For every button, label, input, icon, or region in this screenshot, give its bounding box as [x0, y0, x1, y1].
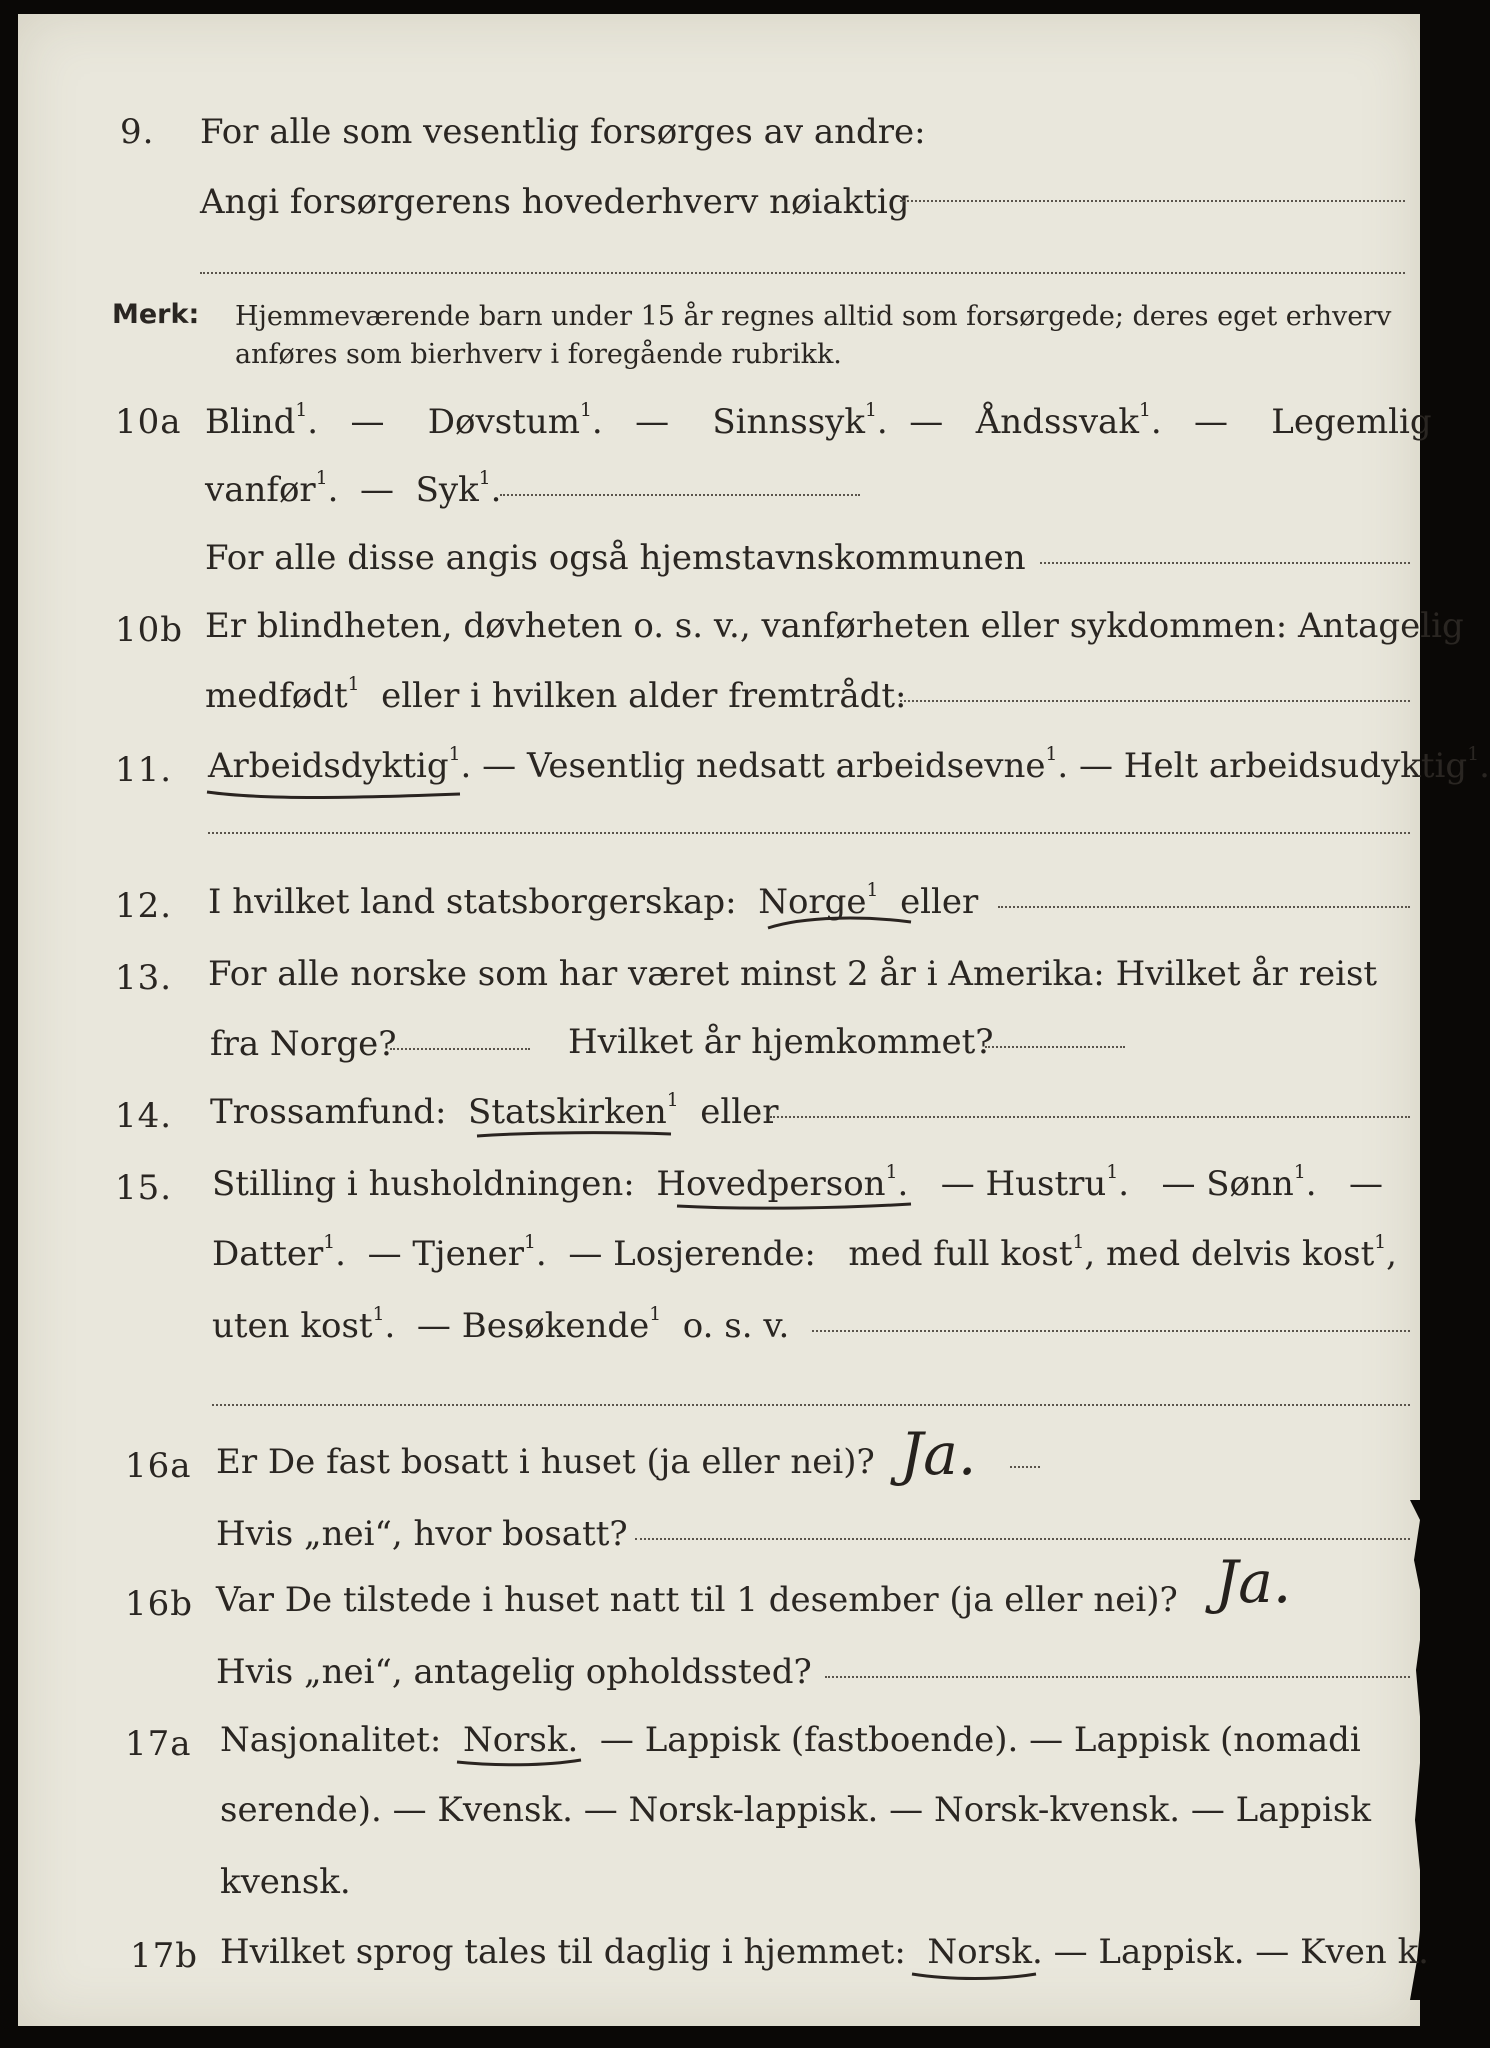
question-16a-line1: Er De fast bosatt i huset (ja eller nei)? — [216, 1442, 875, 1482]
torn-edge — [1410, 1500, 1430, 2000]
question-11-line1: Arbeidsdyktig$^1$. — Vesentlig nedsatt arbeidsevne$^1$. — Helt arbeidsudyktig$^1$. — [208, 744, 1490, 786]
question-13-return: Hvilket år hjemkommet? — [568, 1022, 994, 1062]
option-andssvak: Åndssvak — [975, 402, 1139, 442]
footnote-mark: 1 — [1106, 1162, 1119, 1184]
footnote-mark: 1 — [666, 1090, 679, 1112]
question-number: 10a — [115, 402, 182, 442]
question-number: 10b — [115, 610, 184, 650]
footnote-mark: 1 — [448, 744, 461, 766]
footnote-mark: 1 — [295, 400, 308, 422]
question-10b-line2 — [205, 676, 907, 716]
option-norge: Norge — [758, 882, 867, 922]
option-norsk: Norsk. — [927, 1932, 1043, 1972]
question-14-prefix: Trossamfund: — [210, 1092, 447, 1132]
question-number: 13. — [115, 958, 173, 998]
question-10a-line2: vanfør$^1$. — Syk$^1$. — [205, 468, 502, 510]
footnote-mark: 1 — [579, 400, 592, 422]
answer-line — [208, 832, 1410, 834]
option-uten-kost: uten kost — [212, 1306, 373, 1346]
footnote-mark: 1 — [315, 468, 328, 490]
question-14-suffix: eller — [700, 1092, 779, 1132]
answer-line — [390, 1048, 530, 1050]
option-medfodt: medfødt — [205, 676, 348, 716]
answer-line — [825, 1676, 1410, 1678]
question-number: 17b — [130, 1936, 199, 1976]
footnote-mark: 1 — [1374, 1232, 1387, 1254]
question-12-prefix: I hvilket land statsborgerskap: — [208, 882, 737, 922]
handwritten-answer: Ja. — [1215, 1548, 1292, 1616]
answer-line — [1040, 562, 1410, 564]
question-number: 11. — [115, 750, 173, 790]
footnote-mark: 1 — [866, 880, 879, 902]
note-line1: Hjemmeværende barn under 15 år regnes alltid som forsørgede; deres eget erhverv — [235, 301, 1392, 332]
answer-line — [500, 494, 860, 496]
question-9-line1: For alle som vesentlig forsørges av andre: — [200, 112, 926, 152]
question-15-line2: Datter$^1$. — Tjener$^1$. — Losjerende: med full kost$^1$, med delvis kost$^1$, — [212, 1232, 1397, 1274]
answer-line — [212, 1404, 1410, 1406]
option-dovstum: Døvstum — [427, 402, 580, 442]
option-datter: Datter — [212, 1234, 324, 1274]
option-hustru: — Hustru — [940, 1164, 1107, 1204]
footnote-mark: 1 — [885, 1162, 898, 1184]
option-sonn: — Sønn — [1161, 1164, 1294, 1204]
footnote-mark: 1 — [523, 1232, 536, 1254]
question-10b-line2-rest: eller i hvilken alder fremtrådt: — [381, 676, 907, 716]
footnote-mark: 1 — [1072, 1232, 1085, 1254]
footnote-mark: 1 — [1467, 744, 1480, 766]
footnote-mark: 1 — [478, 468, 491, 490]
option-hovedperson: Hovedperson — [656, 1164, 886, 1204]
question-15-prefix: Stilling i husholdningen: — [212, 1164, 635, 1204]
question-15-line3: uten kost$^1$. — Besøkende$^1$ o. s. v. — [212, 1304, 790, 1346]
question-17b-prefix: Hvilket sprog tales til daglig i hjemmet: — [220, 1932, 906, 1972]
option-losjerende: — Losjerende: — [568, 1234, 816, 1274]
question-14-line — [210, 1092, 778, 1132]
question-number: 9. — [120, 112, 155, 152]
option-legemlig: Legemlig — [1271, 402, 1432, 442]
answer-line — [635, 1538, 1410, 1540]
option-nedsatt: — Vesentlig nedsatt arbeidsevne — [482, 746, 1046, 786]
note-label: Merk: — [112, 299, 200, 330]
question-17a-line1 — [220, 1720, 1361, 1760]
option-sinnssyk: Sinnssyk — [712, 402, 865, 442]
question-17b-line — [220, 1932, 1429, 1972]
question-12-line — [208, 882, 978, 922]
footnote-mark: 1 — [864, 400, 877, 422]
option-vanfor: vanfør — [205, 470, 316, 510]
note-line2: anføres som bierhverv i foregående rubrikk. — [235, 339, 842, 370]
question-number: 16a — [125, 1446, 192, 1486]
option-tjener: — Tjener — [367, 1234, 524, 1274]
option-besokende: — Besøkende — [416, 1306, 650, 1346]
question-13-from: fra Norge? — [210, 1024, 397, 1064]
option-osv: o. s. v. — [682, 1306, 790, 1346]
question-12-suffix: eller — [900, 882, 979, 922]
option-norsk: Norsk. — [462, 1720, 579, 1760]
question-number: 17a — [125, 1724, 192, 1764]
answer-line — [985, 1046, 1125, 1048]
footnote-mark: 1 — [1138, 400, 1151, 422]
option-statskirken: Statskirken — [468, 1092, 667, 1132]
question-17a-line3: kvensk. — [220, 1862, 351, 1902]
footnote-mark: 1 — [1045, 744, 1058, 766]
option-udyktig: — Helt arbeidsudyktig — [1078, 746, 1468, 786]
option-delvis-kost: med delvis kost — [1106, 1234, 1375, 1274]
question-17b-cut: k. — [1397, 1932, 1429, 1972]
question-10a-line3: For alle disse angis også hjemstavnskommunen — [205, 538, 1026, 578]
question-17a-rest: — Lappisk (fastboende). — Lappisk (nomadi — [599, 1720, 1361, 1760]
footnote-mark: 1 — [323, 1232, 336, 1254]
question-number: 12. — [115, 886, 173, 926]
option-syk: Syk — [415, 470, 479, 510]
answer-line — [812, 1330, 1410, 1332]
question-17a-prefix: Nasjonalitet: — [220, 1720, 442, 1760]
question-16b-line1: Var De tilstede i huset natt til 1 desember (ja eller nei)? — [216, 1580, 1178, 1620]
answer-line — [1010, 1466, 1040, 1468]
option-blind: Blind — [205, 402, 296, 442]
question-16a-line2: Hvis „nei“, hvor bosatt? — [216, 1514, 628, 1554]
question-number: 16b — [125, 1584, 194, 1624]
question-17b-rest: — Lappisk. — Kven — [1053, 1932, 1387, 1972]
question-9-line2: Angi forsørgerens hovederhverv nøiaktig — [200, 182, 910, 222]
question-number: 15. — [115, 1168, 173, 1208]
footnote-mark: 1 — [372, 1304, 385, 1326]
question-10b-line1: Er blindheten, døvheten o. s. v., vanførheten eller sykdommen: Antagelig — [205, 606, 1464, 646]
handwritten-answer: Ja. — [900, 1420, 977, 1488]
question-15-line1: Stilling i husholdningen: Hovedperson$^1$. — Hustru$^1$. — Sønn$^1$. — — [212, 1162, 1383, 1204]
option-arbeidsdyktig: Arbeidsdyktig — [208, 746, 449, 786]
option-full-kost: med full kost — [848, 1234, 1073, 1274]
answer-line — [998, 906, 1410, 908]
dash: — — [1348, 1164, 1383, 1204]
answer-line — [200, 272, 1405, 274]
question-17a-line2: serende). — Kvensk. — Norsk-lappisk. — Norsk-kvensk. — Lappisk — [220, 1790, 1371, 1830]
question-16b-line2: Hvis „nei“, antagelig opholdssted? — [216, 1652, 812, 1692]
answer-line — [900, 700, 1410, 702]
footnote-mark: 1 — [347, 674, 360, 696]
question-13-line1: For alle norske som har været minst 2 år i Amerika: Hvilket år reist — [208, 954, 1378, 994]
footnote-mark: 1 — [649, 1304, 662, 1326]
footnote-mark: 1 — [1293, 1162, 1306, 1184]
question-10a-line1: Blind$^1$. — Døvstum$^1$. — Sinnssyk$^1$. — Åndssvak$^1$. — Legemlig — [205, 400, 1432, 442]
answer-line — [900, 200, 1405, 202]
question-number: 14. — [115, 1096, 173, 1136]
answer-line — [770, 1116, 1410, 1118]
